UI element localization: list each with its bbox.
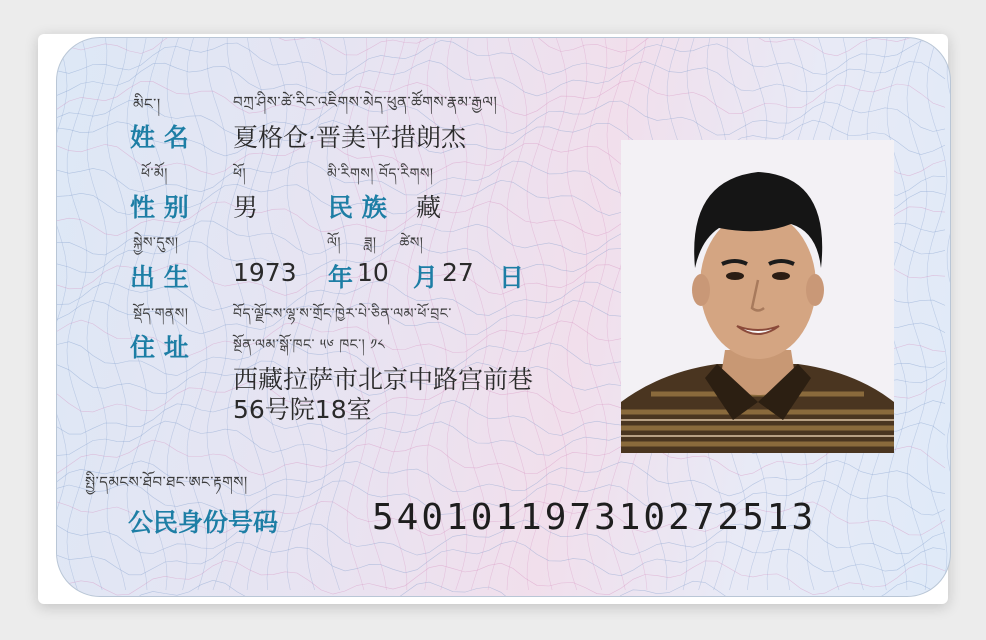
guilloche-line (57, 541, 945, 576)
ethnicity-label-tibetan: མི་རིགས། བོད་རིགས། (327, 166, 434, 182)
guilloche-line (57, 560, 945, 595)
id-card (56, 37, 951, 597)
ethnicity-label: 民 族 (328, 193, 387, 222)
birth-day-unit: 日 (499, 263, 525, 292)
id-number-label-tibetan: སྤྱི་དམངས་ཐོབ་ཐང་ཨང་རྟགས། (85, 473, 248, 491)
guilloche-line (57, 61, 945, 96)
birth-year-unit: 年 (328, 263, 354, 292)
birth-sublabels-tibetan: ལོ། ཟླ། ཚེས། (327, 235, 424, 251)
guilloche-line (67, 38, 87, 590)
address-tibetan-line2: སྔོན་ལམ་སྒོ་ཁང་ ༥༦ ཁང་། ༡༨ (233, 337, 386, 353)
guilloche-line (927, 38, 947, 590)
address-label: 住 址 (130, 333, 189, 362)
id-number-label: 公民身份号码 (128, 508, 279, 537)
birth-label-tibetan: སྐྱེས་དུས། (133, 235, 179, 251)
birth-month-unit: 月 (413, 263, 439, 292)
address-tibetan-line1: བོད་ལྗོངས་ལྷ་ས་གྲོང་ཁྱེར་པེ་ཅིན་ལམ་ཕོ་བྲང་ (233, 306, 452, 322)
sex-label: 性 别 (130, 193, 189, 222)
guilloche-line (947, 38, 950, 590)
birth-day: 27 (442, 258, 474, 287)
guilloche-line (57, 38, 67, 590)
birth-label: 出 生 (130, 263, 189, 292)
name-value: 夏格仓·晋美平措朗杰 (233, 123, 466, 152)
address-line2: 56号院18室 (233, 395, 372, 424)
name-value-tibetan: བཀྲ་ཤིས་ཚེ་རིང་འཇིགས་མེད་ཕུན་ཚོགས་རྣམ་རྒྱལ། (233, 93, 498, 111)
address-line1: 西藏拉萨市北京中路宫前巷 (233, 365, 534, 394)
name-label: 姓 名 (130, 123, 189, 152)
birth-month: 10 (357, 258, 389, 287)
name-label-tibetan: མིང་། (133, 95, 161, 113)
sex-value-tibetan: ཕོ། (233, 166, 247, 182)
birth-year: 1973 (233, 258, 297, 287)
address-label-tibetan: སྡོད་གནས། (133, 306, 189, 322)
id-number-value: 540101197310272513 (372, 497, 817, 538)
sex-label-tibetan: ཕོ་མོ། (141, 166, 168, 182)
ethnicity-value: 藏 (416, 193, 442, 222)
guilloche-line (57, 38, 945, 56)
sex-value: 男 (233, 193, 259, 222)
portrait-photo-icon (621, 140, 894, 453)
